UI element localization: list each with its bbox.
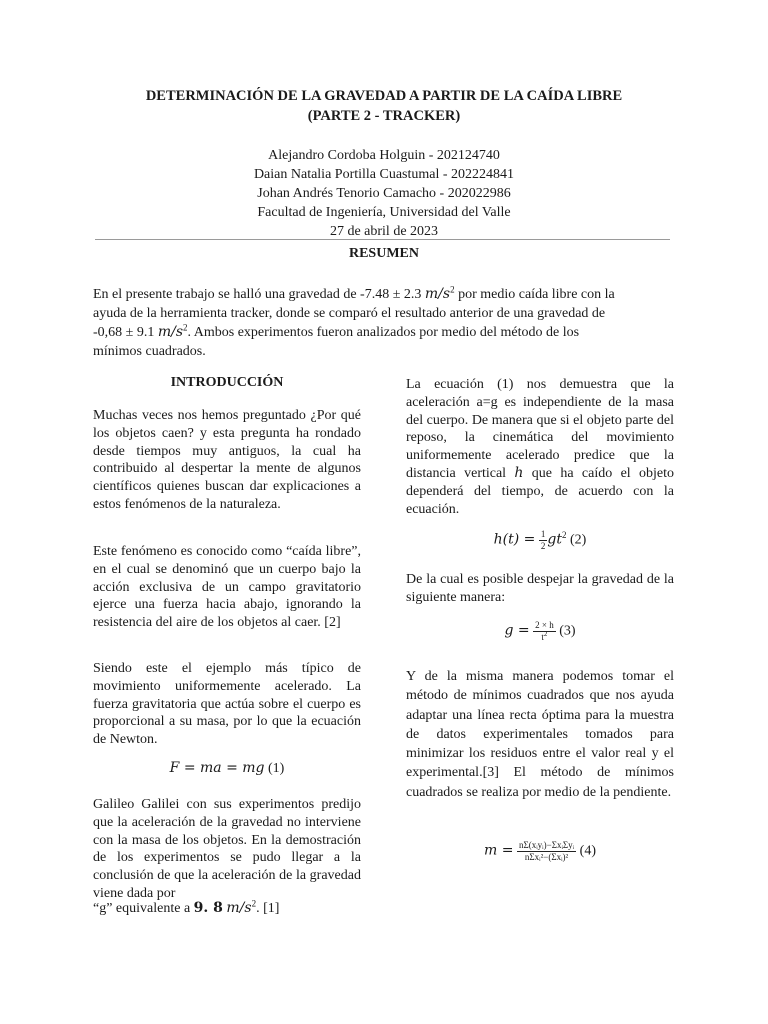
intro-paragraph-4: Galileo Galilei con sus experimentos predijo que la aceleración de la gravedad no interviene con la masa de los objetos. En la demostración de los experimentos se pudo llegar a la conclusión de que la aceleración de la gravedad viene dada por bbox=[93, 797, 361, 901]
author-2: Daian Natalia Portilla Cuastumal - 202224841 bbox=[253, 167, 515, 182]
right-paragraph-1: La ecuación (1) nos demuestra que la aceleración a=g es independiente de la masa del cuerpo. De manera que si el objeto parte del reposo, la cinemática del movimiento uniformemente acelerado predice que la distancia vertical h que ha caído el objeto dependerá del tiempo, de acuerdo con la ecuación. bbox=[406, 377, 675, 517]
equation-4-fraction: $\frac{\text{nΣ(xᵢyᵢ)−ΣxᵢΣyᵢ}}{\text{nΣxᵢ²−(Σxᵢ)²}}$ bbox=[518, 840, 575, 862]
equation-2-number: (2) bbox=[570, 532, 587, 548]
intro-heading: INTRODUCCIÓN bbox=[170, 375, 284, 390]
equation-1-number: (1) bbox=[268, 761, 285, 776]
intro-paragraph-4-last: “g” equivalente a 9. 8 $m/s^2$. [1] bbox=[93, 898, 280, 916]
abstract-heading: RESUMEN bbox=[348, 246, 419, 261]
equation-3-number: (3) bbox=[559, 623, 576, 639]
author-block bbox=[0, 146, 768, 241]
affiliation: Facultad de Ingeniería, Universidad del Valle bbox=[257, 205, 511, 220]
abstract-line-1: En el presente trabajo se halló una gravedad de -7.48 ± 2.3 $m/s^2$ por medio caída libre con la bbox=[93, 284, 615, 302]
equation-3: g = $\frac{2 \times h}{t^2}$ (3) bbox=[504, 620, 576, 642]
abstract-line-4: mínimos cuadrados. bbox=[93, 343, 206, 359]
right-paragraph-3: Y de la misma manera podemos tomar el método de mínimos cuadrados que nos ayuda adaptar una línea recta óptima para la muestra de datos experimentales tomados para minimizar los residuos entre el valor real y el experimental.[3] El método de mínimos cuadrados se realiza por medio de la pendiente. bbox=[406, 669, 674, 800]
date: 27 de abril de 2023 bbox=[329, 224, 439, 239]
unit-ms: m/s bbox=[424, 286, 451, 302]
equation-4-number: (4) bbox=[579, 843, 596, 859]
paper-title-line1: DETERMINACIÓN DE LA GRAVEDAD A PARTIR DE LA CAÍDA LIBRE bbox=[145, 88, 623, 104]
abstract-line-3: -0,68 ± 9.1 $m/s^2$. Ambos experimentos fueron analizados por medio del método de los bbox=[93, 322, 580, 340]
author-1: Alejandro Cordoba Holguin - 202124740 bbox=[268, 148, 500, 163]
unit-ms: m/s bbox=[157, 324, 184, 340]
unit-ms: m/s bbox=[226, 900, 252, 916]
intro-paragraph-3: Siendo este el ejemplo más típico de movimiento uniformemente acelerado. La fuerza gravitatoria que actúa sobre el cuerpo es proporcional a su masa, por lo que la ecuación de Newton. bbox=[93, 661, 361, 748]
equation-2: h(t) = $\frac{1}{2}$ $gt^2$ (2) bbox=[493, 529, 587, 551]
equation-3-fraction: $\frac{2 \times h}{t^2}$ bbox=[535, 620, 554, 642]
var-h: h bbox=[514, 464, 524, 481]
intro-paragraph-2: Este fenómeno es conocido como “caída libre”, en el cual se denominó que un cuerpo bajo la acción exclusiva de un campo gravitatorio ejerce una fuerza hacia abajo, ignorando la resistencia del aire de los objetos al caer. [2] bbox=[93, 544, 361, 631]
abstract-line-2: ayuda de la herramienta tracker, donde se comparó el resultado anterior de una gravedad de bbox=[93, 305, 606, 321]
equation-1 bbox=[93, 760, 361, 777]
title-divider bbox=[95, 239, 670, 240]
gravity-value: 9. 8 bbox=[193, 900, 223, 916]
right-paragraph-2: De la cual es posible despejar la gravedad de la siguiente manera: bbox=[406, 572, 674, 605]
intro-paragraph-1: Muchas veces nos hemos preguntado ¿Por qué los objetos caen? y esta pregunta ha rondado desde tiempos muy antiguos, la cual ha contribuido al despertar la mente de algunos científicos quienes buscan dar explicaciones a estos fenómenos de la naturaleza. bbox=[93, 408, 361, 512]
equation-4: m = $\frac{\text{nΣ(xᵢyᵢ)−ΣxᵢΣyᵢ}}{\text{nΣxᵢ²−(Σxᵢ)²}}$ (4) bbox=[484, 840, 596, 862]
author-3: Johan Andrés Tenorio Camacho - 202022986 bbox=[257, 186, 511, 201]
equation-1-body: F = ma = mg bbox=[169, 760, 265, 776]
abstract-body bbox=[93, 285, 674, 361]
equation-2-fraction: $\frac{1}{2}$ bbox=[540, 529, 546, 551]
paper-title-line2: (PARTE 2 - TRACKER) bbox=[307, 108, 461, 124]
